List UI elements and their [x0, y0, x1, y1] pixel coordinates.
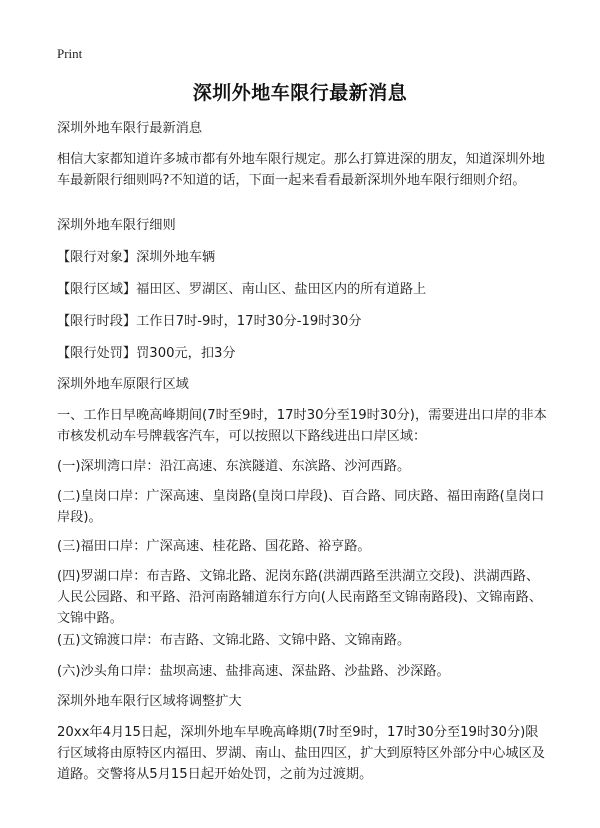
- paragraph-subtitle: 深圳外地车限行最新消息: [57, 121, 203, 136]
- paragraph-shenzhen-bay-port: (一)深圳湾口岸：沿江高速、东滨隧道、东滨路、沙河西路。: [57, 459, 411, 474]
- print-label[interactable]: Print: [57, 46, 83, 61]
- paragraph-restricted-hours: 【限行时段】工作日7时-9时，17时30分-19时30分: [57, 314, 362, 329]
- paragraph-shatoujiao-port: (六)沙头角口岸：盐坝高速、盐排高速、深盐路、沙盐路、沙深路。: [57, 664, 450, 679]
- paragraph-expansion-details: 20xx年4月15日起，深圳外地车早晚高峰期(7时至9时，17时30分至19时30分)限行区域将由原特区内福田、罗湖、南山、盐田四区，扩大到原特区外部分中心城区及道路。交警将从5月15日起开始处罚，之前为过渡期。: [57, 725, 545, 782]
- paragraph-intro: 相信大家都知道许多城市都有外地车限行规定。那么打算进深的朋友，知道深圳外地车最新限行细则吗?不知道的话，下面一起来看看最新深圳外地车限行细则介绍。: [57, 152, 545, 188]
- paragraph-penalty: 【限行处罚】罚300元，扣3分: [57, 346, 236, 361]
- paragraph-wenjindu-port: (五)文锦渡口岸：布吉路、文锦北路、文锦中路、文锦南路。: [57, 633, 411, 648]
- section-heading-expansion: 深圳外地车限行区域将调整扩大: [57, 694, 242, 709]
- paragraph-restricted-vehicles: 【限行对象】深圳外地车辆: [57, 250, 216, 265]
- paragraph-futian-port: (三)福田口岸：广深高速、桂花路、国花路、裕亨路。: [57, 539, 371, 554]
- page-title: 深圳外地车限行最新消息: [192, 82, 408, 104]
- section-heading-rules: 深圳外地车限行细则: [57, 218, 176, 233]
- section-heading-original-area: 深圳外地车原限行区域: [57, 377, 189, 392]
- paragraph-luohu-port: (四)罗湖口岸：布吉路、文锦北路、泥岗东路(洪湖西路至洪湖立交段)、洪湖西路、人民公园路、和平路、沿河南路辅道东行方向(人民南路至文锦南路段)、文锦南路、文锦中路。: [57, 569, 543, 626]
- paragraph-restricted-area: 【限行区域】福田区、罗湖区、南山区、盐田区内的所有道路上: [57, 282, 427, 297]
- paragraph-huanggang-port: (二)皇岗口岸：广深高速、皇岗路(皇岗口岸段)、百合路、同庆路、福田南路(皇岗口岸段)。: [57, 489, 545, 525]
- paragraph-peak-hours-routes: 一、工作日早晚高峰期间(7时至9时，17时30分至19时30分)，需要进出口岸的非本市核发机动车号牌载客汽车，可以按照以下路线进出口岸区域：: [57, 408, 547, 444]
